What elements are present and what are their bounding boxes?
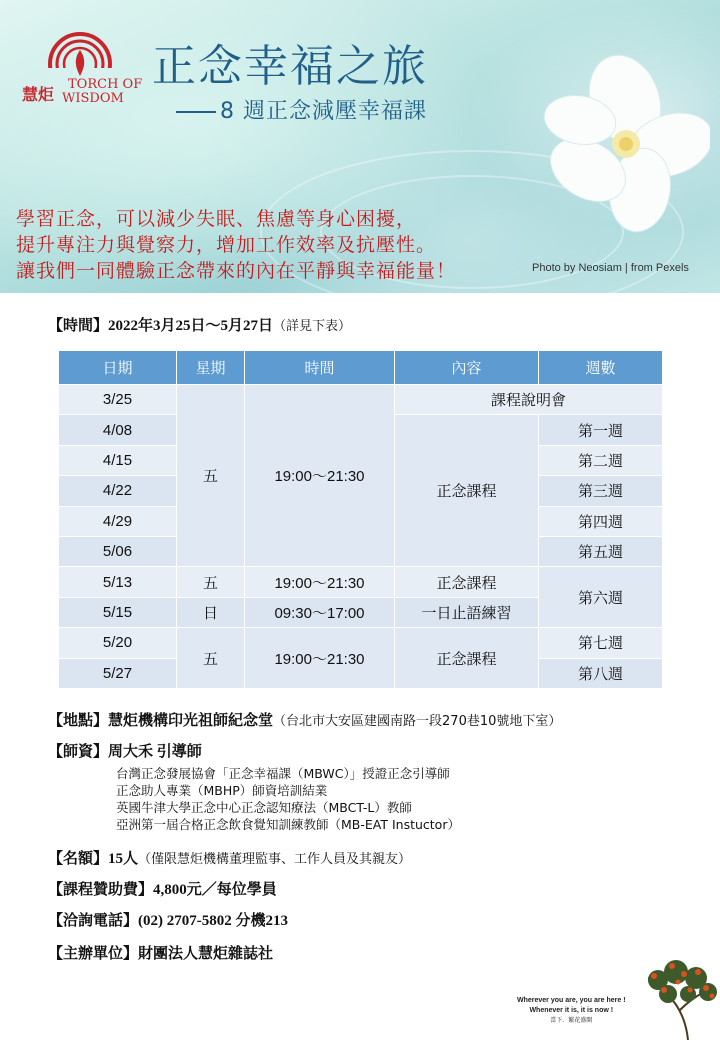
- location-value: 慧炬機構印光祖師紀念堂: [108, 713, 274, 729]
- week-cell: 第三週: [539, 476, 663, 506]
- header-time: 時間: [245, 351, 395, 385]
- fee-line: [48, 878, 277, 899]
- page-subtitle: [176, 94, 427, 125]
- fee-value: 4,800元／每位學員: [153, 882, 277, 898]
- title-dash: [176, 111, 216, 113]
- location-line: [48, 709, 561, 730]
- quota-note: （僅限慧炬機構董理監事、工作人員及其親友）: [138, 852, 412, 867]
- plumeria-flower-image: [540, 40, 710, 240]
- schedule-table: [58, 350, 663, 689]
- intro-line: 讓我們一同體驗正念帶來的內在平靜與幸福能量！: [16, 260, 457, 282]
- date-cell: 4/22: [59, 476, 177, 506]
- table-row: [59, 385, 663, 415]
- date-cell: 5/15: [59, 597, 177, 627]
- organizer-value: 財團法人慧炬雜誌社: [138, 946, 274, 962]
- date-cell: 3/25: [59, 385, 177, 415]
- week-cell: 第一週: [539, 415, 663, 445]
- contact-value: (02) 2707-5802 分機213: [138, 913, 289, 929]
- content-cell: 正念課程: [395, 415, 539, 567]
- header-date: 日期: [59, 351, 177, 385]
- content-cell: 課程說明會: [395, 385, 663, 415]
- date-cell: 4/08: [59, 415, 177, 445]
- week-cell: 第六週: [539, 567, 663, 628]
- content-cell: 一日止語練習: [395, 597, 539, 627]
- organizer-line: [48, 942, 273, 963]
- logo-english-text-1: TORCH OF: [68, 77, 143, 92]
- weekday-cell: 五: [177, 567, 245, 597]
- weekday-cell: 五: [177, 385, 245, 567]
- content-cell: 正念課程: [395, 567, 539, 597]
- fee-label: 【課程贊助費】: [48, 882, 154, 898]
- time-cell: 19:00～21:30: [245, 385, 395, 567]
- quota-value: 15人: [108, 851, 139, 867]
- week-cell: 第七週: [539, 628, 663, 658]
- header-week: 週數: [539, 351, 663, 385]
- teacher-label: 【師資】: [48, 744, 109, 760]
- quote-line: Wherever you are, you are here !: [517, 997, 626, 1004]
- time-value: 2022年3月25日～5月27日: [108, 318, 274, 334]
- intro-line: 提升專注力與覺察力，增加工作效率及抗壓性。: [16, 234, 437, 256]
- organizer-label: 【主辦單位】: [48, 946, 139, 962]
- date-cell: 5/06: [59, 536, 177, 566]
- date-cell: 5/13: [59, 567, 177, 597]
- time-cell: 19:00～21:30: [245, 567, 395, 597]
- quota-label: 【名額】: [48, 851, 109, 867]
- time-line: [48, 314, 351, 335]
- week-cell: 第八週: [539, 658, 663, 688]
- flowering-branch-image: [628, 950, 720, 1040]
- content-cell: 正念課程: [395, 628, 539, 689]
- contact-line: [48, 909, 288, 930]
- week-cell: 第二週: [539, 445, 663, 475]
- table-row: [59, 567, 663, 597]
- location-note: （台北市大安區建國南路一段270巷10號地下室）: [273, 714, 562, 729]
- table-header-row: [59, 351, 663, 385]
- footer-quote: [517, 996, 626, 1026]
- credential-item: 英國牛津大學正念中心正念認知療法（MBCT-L）教師: [116, 800, 412, 815]
- week-cell: 第五週: [539, 536, 663, 566]
- location-label: 【地點】: [48, 713, 109, 729]
- date-cell: 4/15: [59, 445, 177, 475]
- table-row: [59, 628, 663, 658]
- teacher-value: 周大禾 引導師: [108, 744, 202, 760]
- quote-signature: 當下．繁花盛開: [550, 1018, 593, 1024]
- header-weekday: 星期: [177, 351, 245, 385]
- credential-item: 亞洲第一屆合格正念飲食覺知訓練教師（MB-EAT Instuctor）: [116, 817, 460, 832]
- credential-item: 正念助人專業（MBHP）師資培訓結業: [116, 783, 328, 798]
- quota-line: [48, 847, 411, 868]
- weekday-cell: 五: [177, 628, 245, 689]
- subtitle-text: 8 週正念減壓幸福課: [220, 99, 427, 124]
- time-cell: 19:00～21:30: [245, 628, 395, 689]
- teacher-line: [48, 740, 202, 761]
- contact-label: 【洽詢電話】: [48, 913, 139, 929]
- date-cell: 5/20: [59, 628, 177, 658]
- logo-english-text-2: WISDOM: [62, 91, 124, 106]
- weekday-cell: 日: [177, 597, 245, 627]
- teacher-credentials: [116, 765, 460, 833]
- credential-item: 台灣正念發展協會「正念幸福課（MBWC）」授證正念引導師: [116, 766, 450, 781]
- photo-credit: Photo by Neosiam | from Pexels: [532, 262, 689, 274]
- time-cell: 09:30～17:00: [245, 597, 395, 627]
- date-cell: 4/29: [59, 506, 177, 536]
- date-cell: 5/27: [59, 658, 177, 688]
- header-banner: [0, 0, 720, 293]
- intro-text: [16, 206, 456, 284]
- header-content: 內容: [395, 351, 539, 385]
- torch-of-wisdom-logo: [18, 28, 158, 108]
- week-cell: 第四週: [539, 506, 663, 536]
- logo-chinese-text: 慧炬: [22, 85, 55, 104]
- quote-line: Whenever it is, it is now !: [529, 1007, 614, 1014]
- time-label: 【時間】: [48, 318, 109, 334]
- page-title: 正念幸福之旅: [152, 41, 428, 92]
- intro-line: 學習正念，可以減少失眠、焦慮等身心困擾，: [16, 208, 417, 230]
- time-note: （詳見下表）: [273, 319, 352, 334]
